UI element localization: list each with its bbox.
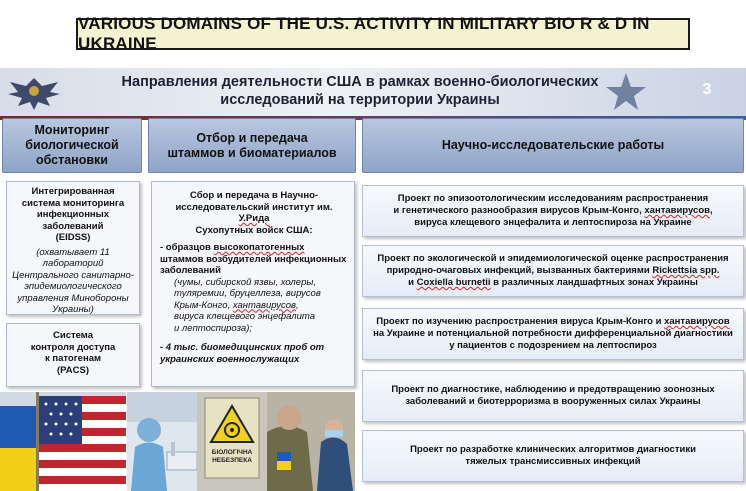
slide-title-line2: исследований на территории Украины (220, 92, 500, 108)
biohazard-label-line2: НЕБЕЗПЕКА (212, 457, 252, 464)
project1-line2 (393, 205, 712, 217)
project2-line2 (377, 265, 728, 277)
eidss-note2: Центрального санитарно- (12, 269, 134, 281)
transfer-bullet2-line2: украинских военнослужащих (160, 353, 300, 365)
column-header-transfer (148, 118, 356, 173)
project3-line2: на Украине и потенциальной потребности дифференциальной диагностики (373, 328, 733, 339)
pacs-line1: Система (53, 330, 93, 341)
project5-line1: Проект по разработке клинических алгоритмов диагностики (410, 444, 696, 455)
transfer-bullet1-line1 (160, 242, 348, 254)
transfer-sub-line5: и лептоспироза); (174, 322, 252, 334)
header-monitoring-line3: обстановки (35, 153, 108, 167)
bullet1-highly-pathogenic: высокопатогенных (213, 242, 305, 253)
transfer-sub-line2: туляремии, бруцеллеза, вирусов (174, 288, 321, 299)
transfer-intro-reed: У.Рида (238, 213, 270, 224)
transfer-sub-line4: вируса клещевого энцефалита (174, 311, 316, 322)
transfer-sub-line3 (174, 300, 348, 312)
project2-coxiella: Coxiella burnetii (416, 277, 491, 288)
project3-line1 (373, 316, 733, 328)
project1-comma: , (709, 205, 713, 216)
eidss-line3: инфекционных (36, 209, 110, 220)
column-header-research: Научно-исследовательские работы (362, 118, 744, 173)
eidss-note1: (охватывает 11 лабораторий (36, 246, 110, 269)
project2-rickettsia: Rickettsia spp. (652, 265, 720, 276)
project-card-2 (362, 245, 744, 297)
project1-line1: Проект по эпизоотологическим исследованиям распространения (397, 193, 709, 204)
transfer-bullet1-line3: заболеваний (160, 265, 221, 276)
slide (0, 68, 746, 491)
project-card-5 (362, 430, 744, 482)
slide-number: 3 (702, 81, 712, 98)
project2-line3-prefix: и (408, 277, 417, 288)
transfer-bullet1-line2: штаммов возбудителей инфекционных (160, 253, 347, 265)
project-card-1 (362, 185, 744, 237)
project3-hantaviruses: хантавирусов (664, 316, 730, 327)
eagle-emblem-icon (4, 72, 64, 114)
eidss-note4: управления Минобороны (17, 292, 129, 304)
soldier-photo (267, 392, 355, 491)
eidss-line4: заболеваний (42, 220, 104, 232)
slide-title (100, 73, 620, 109)
caption-title: VARIOUS DOMAINS OF THE U.S. ACTIVITY IN MILITARY BIO R & D IN UKRAINE (76, 18, 690, 50)
project2-line2-text: природно-очаговых инфекций, вызванных бактериями (386, 265, 653, 276)
pacs-line3: к патогенам (44, 353, 102, 364)
sub3-hantaviruses: хантавирусов (232, 299, 297, 311)
transfer-intro-line2-text: исследовательский институт им. (175, 201, 333, 213)
project1-line2-text: и генетического разнообразия вирусов Крым-Конго, (393, 205, 645, 216)
project2-line3 (377, 277, 728, 289)
header-transfer-line1: Отбор и передача (196, 130, 308, 145)
biohazard-photo (197, 392, 267, 491)
eidss-line1: Интегрированная (31, 186, 115, 197)
project5-line2: тяжелых трансмиссивных инфекций (465, 456, 641, 467)
eidss-box (6, 181, 140, 315)
slide-title-line1: Направления деятельности США в рамках военно-биологических (121, 74, 599, 90)
sub3-prefix: Крым-Конго, (174, 299, 233, 311)
project1-line3: вируса клещевого энцефалита и лептоспироза на Украине (414, 217, 692, 228)
sub3-comma: , (296, 299, 299, 311)
pacs-line2: контроля доступа (30, 341, 116, 353)
transfer-box (151, 181, 355, 387)
transfer-intro-line3: Сухопутных войск США: (195, 224, 313, 236)
lab-worker-photo (127, 392, 197, 491)
biohazard-label-line1: БІОЛОГІЧНА (211, 449, 253, 456)
pacs-line4: (PACS) (56, 364, 90, 376)
project-card-3 (362, 308, 744, 360)
bullet1-prefix: - образцов (160, 242, 214, 253)
project1-hantaviruses: хантавирусов (644, 205, 710, 216)
header-monitoring-line1: Мониторинг (34, 123, 110, 137)
transfer-sub-line1: (чумы, сибирской язвы, холеры, (174, 276, 316, 288)
column-header-monitoring (2, 118, 142, 173)
header-monitoring-line2: биологической (25, 138, 119, 152)
header-transfer-line2: штаммов и биоматериалов (167, 145, 337, 160)
project4-line1: Проект по диагностике, наблюдению и предотвращению зоонозных (391, 384, 715, 395)
pacs-box (6, 323, 140, 387)
flags-photo (0, 392, 126, 491)
project2-line1: Проект по экологической и эпидемиологической оценке распространения (377, 253, 729, 264)
transfer-bullet2-line1: - 4 тыс. биомедицинских проб от (160, 342, 325, 353)
project-card-4 (362, 370, 744, 422)
transfer-intro-line2 (160, 202, 348, 225)
project3-line3: у пациентов с подозрением на лептоспироз (449, 340, 657, 351)
transfer-intro-line1: Сбор и передача в Научно- (189, 190, 319, 201)
eidss-line2: система мониторинга (21, 197, 125, 209)
eidss-note5: Украины) (52, 304, 94, 315)
project4-line2: заболеваний и биотерроризма в вооруженных силах Украины (405, 396, 701, 407)
star-icon (604, 70, 648, 114)
eidss-note3: эпидемиологического (24, 281, 122, 292)
project3-line1-text: Проект по изучению распространения вируса Крым-Конго и (376, 316, 665, 327)
eidss-line5: (EIDSS) (55, 232, 91, 243)
project2-line3-text: в различных ландшафтных зонах Украины (490, 277, 698, 288)
